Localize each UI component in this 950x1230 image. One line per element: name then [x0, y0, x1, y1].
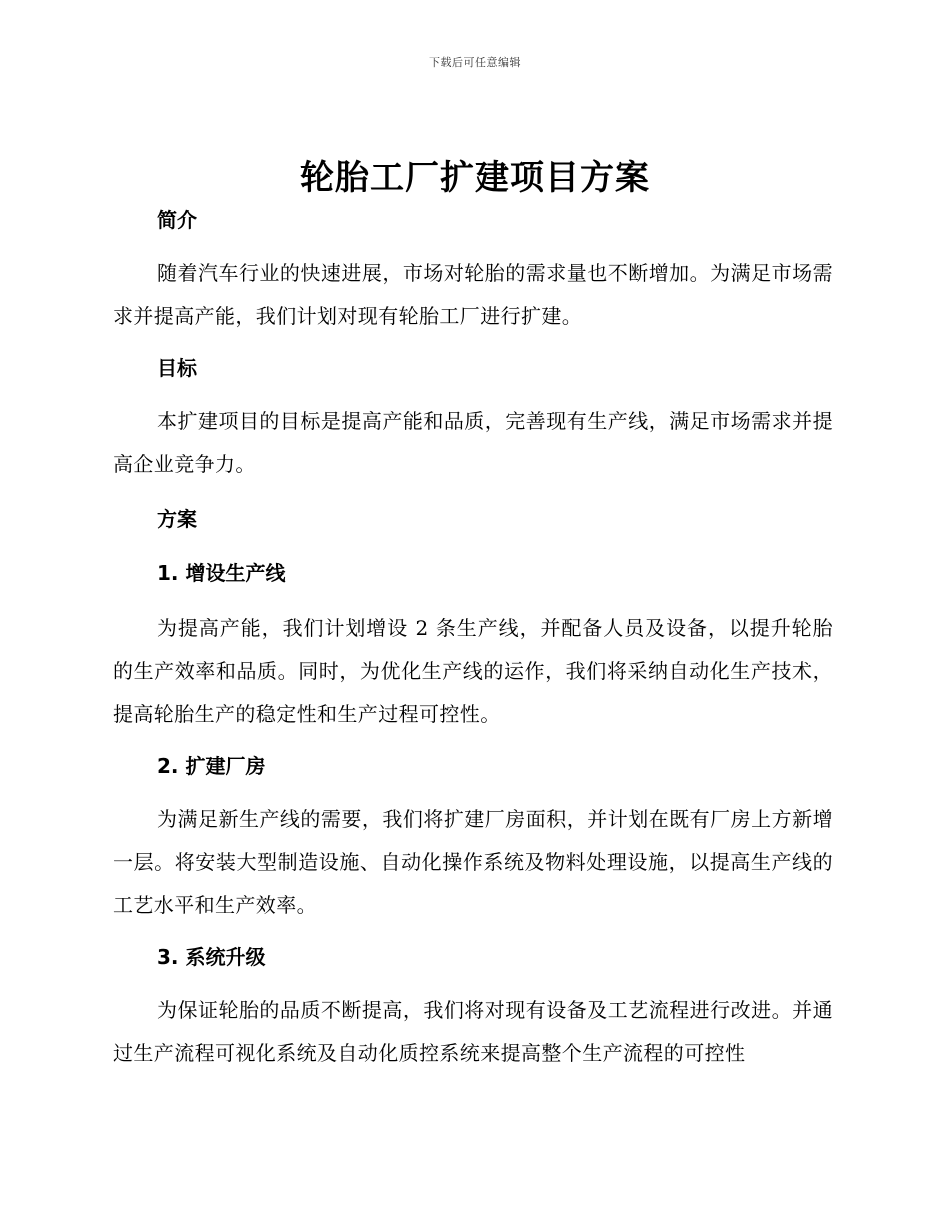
- document-body: [113, 200, 833, 1075]
- subsection-paragraph-production-lines: 为提高产能，我们计划增设 2 条生产线，并配备人员及设备，以提升轮胎的生产效率和品质。同时，为优化生产线的运作，我们将采纳自动化生产技术，提高轮胎生产的稳定性和生产过程可控性。: [113, 616, 833, 726]
- section-heading-intro: 简介: [157, 208, 197, 232]
- document-title: 轮胎工厂扩建项目方案: [300, 158, 650, 198]
- section-heading-plan: 方案: [157, 507, 197, 531]
- section-heading-goal: 目标: [157, 356, 197, 380]
- section-paragraph-goal: 本扩建项目的目标是提高产能和品质，完善现有生产线，满足市场需求并提高企业竞争力。: [113, 409, 833, 476]
- subsection-paragraph-system-upgrade: 为保证轮胎的品质不断提高，我们将对现有设备及工艺流程进行改进。并通过生产流程可视化系统及自动化质控系统来提高整个生产流程的可控性: [113, 998, 833, 1065]
- subsection-paragraph-plant-expansion: 为满足新生产线的需要，我们将扩建厂房面积，并计划在既有厂房上方新增一层。将安装大型制造设施、自动化操作系统及物料处理设施，以提高生产线的工艺水平和生产效率。: [113, 807, 833, 917]
- subsection-heading-system-upgrade: 3. 系统升级: [157, 945, 266, 969]
- section-paragraph-intro: 随着汽车行业的快速进展，市场对轮胎的需求量也不断增加。为满足市场需求并提高产能，我们计划对现有轮胎工厂进行扩建。: [113, 261, 833, 328]
- subsection-heading-plant-expansion: 2. 扩建厂房: [157, 754, 266, 778]
- subsection-heading-production-lines: 1. 增设生产线: [157, 561, 286, 585]
- page-header-note: 下载后可任意编辑: [429, 56, 521, 69]
